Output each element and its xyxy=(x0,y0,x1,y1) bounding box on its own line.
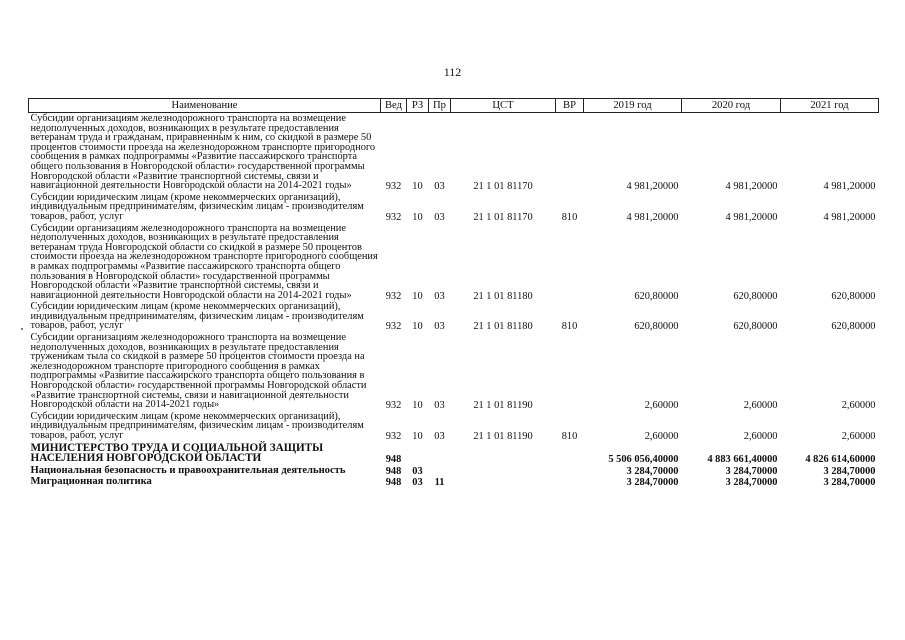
row-ved: 932 xyxy=(385,431,402,442)
row-vr xyxy=(556,476,584,488)
row-rz: 10 xyxy=(412,431,423,442)
row-vr xyxy=(556,113,584,192)
row-name: Национальная безопасность и правоохранительная деятельность xyxy=(30,464,346,476)
table-row xyxy=(29,223,879,302)
row-cst: 21 1 01 81180 xyxy=(473,321,533,333)
header-ved: Вед xyxy=(381,99,407,113)
row-vr: 810 xyxy=(561,211,578,223)
row-pr: 03 xyxy=(434,290,445,302)
row-pr xyxy=(429,465,451,477)
row-pr: 03 xyxy=(434,400,445,412)
row-pr: 03 xyxy=(434,431,445,442)
row-amount-2020: 4 981,20000 xyxy=(725,181,778,193)
row-amount-2020: 2,60000 xyxy=(743,400,778,412)
row-cst: 21 1 01 81190 xyxy=(473,400,533,412)
row-amount-2021: 620,80000 xyxy=(831,321,876,333)
row-vr xyxy=(556,465,584,477)
table-row xyxy=(29,411,879,442)
row-pr: 03 xyxy=(434,181,445,193)
row-amount-2019: 2,60000 xyxy=(644,400,679,412)
row-rz: 10 xyxy=(412,400,423,412)
header-name: Наименование xyxy=(29,99,381,113)
row-ved: 948 xyxy=(385,454,402,465)
row-amount-2021: 4 981,20000 xyxy=(823,211,876,223)
row-amount-2020: 4 981,20000 xyxy=(725,211,778,223)
row-ved: 932 xyxy=(385,211,402,223)
row-amount-2021: 2,60000 xyxy=(841,400,876,412)
row-name: Субсидии юридическим лицам (кроме некоммерческих организаций), индивидуальным предпринимателям, физическим лицам - производителям товаров, работ, услуг xyxy=(30,410,364,441)
row-amount-2020: 620,80000 xyxy=(733,321,778,333)
row-amount-2021: 4 981,20000 xyxy=(823,181,876,193)
header-2021: 2021 год xyxy=(781,99,879,113)
row-amount-2019: 4 981,20000 xyxy=(626,181,679,193)
row-cst xyxy=(451,442,556,465)
row-amount-2021: 3 284,70000 xyxy=(823,465,876,477)
row-ved: 932 xyxy=(385,321,402,333)
row-cst: 21 1 01 81190 xyxy=(473,431,533,442)
row-amount-2021: 2,60000 xyxy=(841,431,876,442)
row-name: Субсидии организациям железнодорожного транспорта на возмещение недополученных доходов, возникающих в результате предоставления ветеранам труда и гражданам, приравненным к ним, со скидкой в размере 50 процентов стоимости проезда на железнодорожном транспорте пригородного сообщения в рамках подпрограммы «Развитие пассажирского транспорта общего пользования в Новгородской области» государственной программы Новгородской области «Развитие транспортной системы, связи и навигационной деятельности Новгородской области на 2014-2021 годы» xyxy=(30,113,376,192)
row-vr: 810 xyxy=(561,321,578,333)
row-amount-2019: 4 981,20000 xyxy=(626,211,679,223)
row-rz: 03 xyxy=(412,477,423,489)
row-amount-2019: 620,80000 xyxy=(634,290,679,302)
row-amount-2020: 4 883 661,40000 xyxy=(707,454,778,465)
row-rz: 10 xyxy=(412,181,423,193)
table-row xyxy=(29,113,879,192)
row-pr xyxy=(429,442,451,465)
table-row xyxy=(29,301,879,332)
row-rz: 10 xyxy=(412,211,423,223)
row-name: Субсидии организациям железнодорожного транспорта на возмещение недополученных доходов, возникающих в результате предоставления труженикам тыла со скидкой в размере 50 процентов стоимости проезда на железнодорожном транспорте пригородного сообщения в рамках подпрограммы «Развитие пассажирского транспорта общего пользования в Новгородской области» государственной программы Новгородской области «Развитие транспортной системы, связи и навигационной деятельности Новгородской области на 2014-2021 годы» xyxy=(30,332,367,411)
row-cst xyxy=(451,465,556,477)
header-cst: ЦСТ xyxy=(451,99,556,113)
row-vr xyxy=(556,223,584,302)
row-rz: 10 xyxy=(412,321,423,333)
row-amount-2021: 4 826 614,60000 xyxy=(805,454,876,465)
row-cst: 21 1 01 81170 xyxy=(473,181,533,193)
row-ved: 948 xyxy=(385,465,402,477)
row-ved: 932 xyxy=(385,400,402,412)
row-amount-2019: 3 284,70000 xyxy=(626,465,679,477)
table-row xyxy=(29,192,879,223)
row-pr: 03 xyxy=(434,321,445,333)
header-2019: 2019 год xyxy=(584,99,682,113)
row-vr xyxy=(556,442,584,465)
row-name: Миграционная политика xyxy=(30,476,152,488)
row-name: Субсидии организациям железнодорожного транспорта на возмещение недополученных доходов, возникающих в результате предоставления ветеранам труда Новгородской области со скидкой в размере 50 процентов стоимости проезда на железнодорожном транспорте пригородного сообщения в рамках подпрограммы «Развитие пассажирского транспорта общего пользования в Новгородской области» государственной программы Новгородской области «Развитие транспортной системы, связи и навигационной деятельности Новгородской области на 2014-2021 годы» xyxy=(30,222,378,301)
row-pr: 11 xyxy=(434,477,445,489)
row-amount-2020: 3 284,70000 xyxy=(725,465,778,477)
row-amount-2021: 3 284,70000 xyxy=(823,477,876,489)
table-header-row xyxy=(29,99,879,113)
row-name: Субсидии юридическим лицам (кроме некоммерческих организаций), индивидуальным предпринимателям, физическим лицам - производителям товаров, работ, услуг xyxy=(30,191,364,222)
budget-table xyxy=(28,98,879,488)
row-ved: 932 xyxy=(385,290,402,302)
row-rz: 10 xyxy=(412,290,423,302)
row-ved: 932 xyxy=(385,181,402,193)
table-row xyxy=(29,332,879,411)
row-vr: 810 xyxy=(561,431,578,442)
row-amount-2019: 3 284,70000 xyxy=(626,477,679,489)
row-amount-2019: 5 506 056,40000 xyxy=(608,454,679,465)
row-pr: 03 xyxy=(434,211,445,223)
page-number: 112 xyxy=(443,65,462,79)
header-vr: ВР xyxy=(556,99,584,113)
row-cst: 21 1 01 81180 xyxy=(473,290,533,302)
row-amount-2019: 2,60000 xyxy=(644,431,679,442)
table-row xyxy=(29,442,879,465)
row-amount-2020: 620,80000 xyxy=(733,290,778,302)
row-amount-2020: 3 284,70000 xyxy=(725,477,778,489)
table-row xyxy=(29,476,879,488)
margin-mark xyxy=(21,328,23,330)
row-rz: 03 xyxy=(412,465,423,477)
table-row xyxy=(29,465,879,477)
header-rz: РЗ xyxy=(407,99,429,113)
row-amount-2019: 620,80000 xyxy=(634,321,679,333)
row-vr xyxy=(556,332,584,411)
row-rz xyxy=(407,442,429,465)
header-2020: 2020 год xyxy=(682,99,781,113)
row-ved: 948 xyxy=(385,477,402,489)
row-amount-2020: 2,60000 xyxy=(743,431,778,442)
row-name: МИНИСТЕРСТВО ТРУДА И СОЦИАЛЬНОЙ ЗАЩИТЫ НАСЕЛЕНИЯ НОВГОРОДСКОЙ ОБЛАСТИ xyxy=(30,441,324,465)
header-pr: Пр xyxy=(429,99,451,113)
row-name: Субсидии юридическим лицам (кроме некоммерческих организаций), индивидуальным предпринимателям, физическим лицам - производителям товаров, работ, услуг xyxy=(30,301,364,332)
row-cst: 21 1 01 81170 xyxy=(473,211,533,223)
row-amount-2021: 620,80000 xyxy=(831,290,876,302)
row-cst xyxy=(451,476,556,488)
